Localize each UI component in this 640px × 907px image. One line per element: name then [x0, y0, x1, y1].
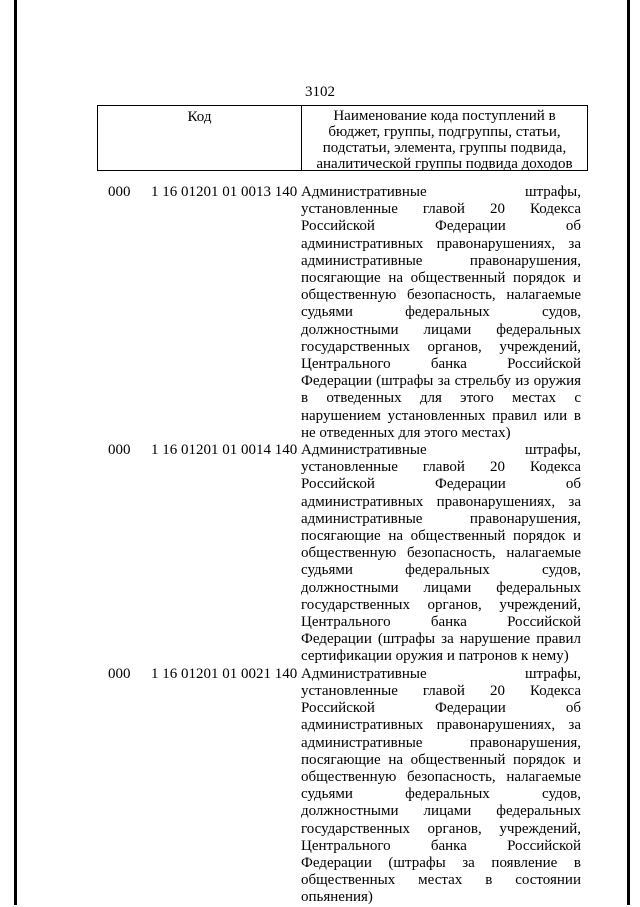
header-code-cell: Код — [97, 106, 302, 170]
table-row — [0, 184, 640, 442]
admin-code: 000 — [108, 184, 131, 200]
revenue-code: 1 16 01201 01 0013 140 — [151, 184, 298, 200]
table-row — [0, 442, 640, 666]
table-body — [0, 184, 640, 907]
revenue-description: Административные штрафы, установленные главой 20 Кодекса Российской Федерации об административных правонарушениях, за административные правонарушения, посягающие на общественный порядок и общественную безопасность, налагаемые судьями федеральных судов, должностными лицами федеральных государственных органов, учреждений, Центрального банка Российской Федерации (штрафы за нарушение правил сертификации оружия и патронов к нему) — [301, 442, 581, 665]
page-number: 3102 — [305, 84, 335, 100]
header-name-cell: Наименование кода поступлений в бюджет, группы, подгруппы, статьи, подстатьи, элемента, группы подвида, аналитической группы подвида доходов — [302, 106, 588, 170]
revenue-description: Административные штрафы, установленные главой 20 Кодекса Российской Федерации об административных правонарушениях, за административные правонарушения, посягающие на общественный порядок и общественную безопасность, налагаемые судьями федеральных судов, должностными лицами федеральных государственных органов, учреждений, Центрального банка Российской Федерации (штрафы за стрельбу из оружия в отведенных для этого местах с нарушением установленных правил или в не отведенных для этого местах) — [301, 184, 581, 441]
admin-code: 000 — [108, 665, 131, 682]
revenue-description: Административные штрафы, установленные главой 20 Кодекса Российской Федерации об административных правонарушениях, за административные правонарушения, посягающие на общественный порядок и общественную безопасность, налагаемые судьями федеральных судов, должностными лицами федеральных государственных органов, учреждений, Центрального банка Российской Федерации (штрафы за появление в общественных местах в состоянии опьянения) — [301, 665, 581, 906]
revenue-code: 1 16 01201 01 0021 140 — [151, 665, 298, 682]
revenue-code: 1 16 01201 01 0014 140 — [151, 442, 298, 459]
admin-code: 000 — [108, 442, 131, 459]
table-row — [0, 666, 640, 907]
table-header — [97, 105, 588, 171]
